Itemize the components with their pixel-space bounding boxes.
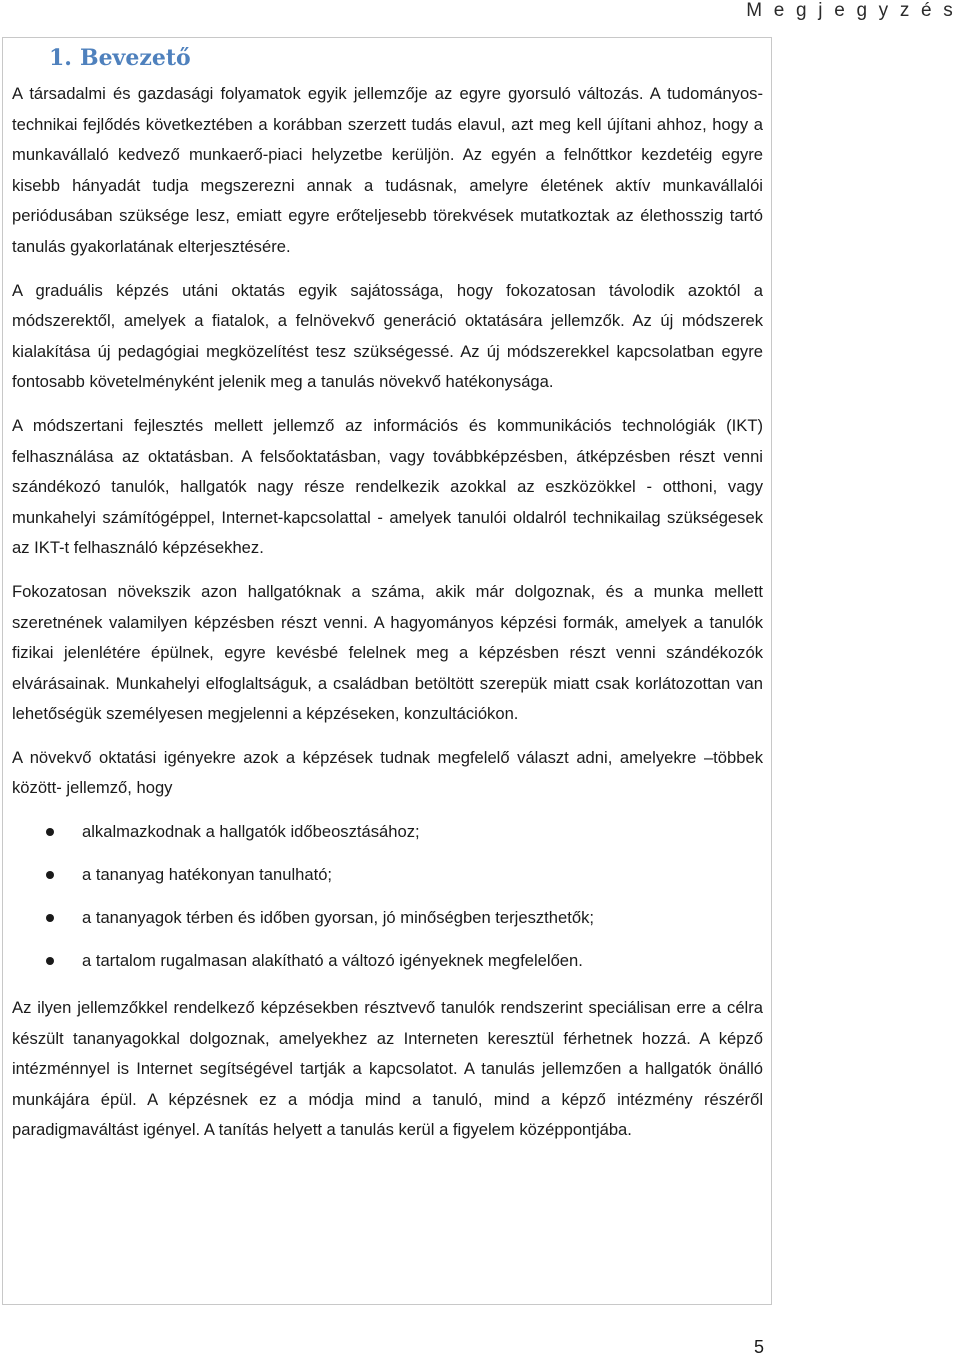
list-item — [12, 950, 763, 972]
paragraph-working-students: Fokozatosan növekszik azon hallgatóknak a száma, akik már dolgoznak, és a munka mellett szeretnének valamilyen képzésben részt venni. A hagyományos képzési formák, amelyek a tanulók fizikai jelenlétére épülnek, egyre kevésbé felelnek meg a képzésben részt venni szándékozók elvárásainak. Munkahelyi elfoglaltságuk, a családban betöltött szerepük miatt csak korlátozottan van lehetőségük személyesen megjelenni a képzéseken, konzultációkon. — [12, 581, 763, 724]
margin-notes-label: M e g j e g y z é s — [746, 0, 956, 21]
section-heading — [49, 43, 763, 73]
paragraph-methodology-ict: A módszertani fejlesztés mellett jellemző az információs és kommunikációs technológiák (IKT) felhasználása az oktatásban. A felsőoktatásban, vagy továbbképzésben, átképzésben részt venni szándékozó tanulók, hallgatók nagy része rendelkezik azokkal az eszközökkel - otthoni, vagy munkahelyi számítógéppel, Internet-kapcsolattal - amelyek tanulói oldalról technikailag szükségesek az IKT-t felhasználó képzésekhez. — [12, 415, 763, 558]
bullet-icon — [46, 914, 54, 922]
bullet-icon — [46, 957, 54, 965]
list-item-text: a tananyag hatékonyan tanulható; — [82, 865, 333, 885]
list-item-text: alkalmazkodnak a hallgatók időbeosztásához; — [82, 822, 420, 842]
paragraph-intro: A társadalmi és gazdasági folyamatok egyik jellemzője az egyre gyorsuló változás. A tudományos-technikai fejlődés következtében a korábban szerzett tudás elavul, azt meg kell újítani ahhoz, hogy a munkavállaló kedvező munkaerő-piaci helyzetbe kerüljön. Az egyén a felnőttkor kezdetéig egyre kisebb hányadát tudja megszerezni annak a tudásnak, amelyre életének aktív munkavállalói periódusában szüksége lesz, emiatt egyre erőteljesebb törekvések mutatkoztak az élethosszig tartó tanulás gyakorlatának elterjesztésére. — [12, 84, 763, 256]
list-item — [12, 864, 763, 886]
list-item-text: a tananyagok térben és időben gyorsan, jó minőségben terjeszthetők; — [82, 908, 594, 928]
bullet-icon — [46, 828, 54, 836]
paragraph-closing: Az ilyen jellemzőkkel rendelkező képzésekben résztvevő tanulók rendszerint speciálisan erre a célra készült tananyagokkal dolgoznak, amelyekhez az Interneten keresztül férhetnek hozzá. A képző intézménnyel is Internet segítségével tartják a kapcsolatot. A tanulás jellemzően a hallgatók önálló munkájára épül. A képzésnek ez a módja mind a tanuló, mind a képző intézmény részéről paradigmaváltást igényel. A tanítás helyett a tanulás kerül a figyelem középpontjába. — [12, 998, 763, 1140]
requirements-list — [12, 821, 763, 972]
section-title: Bevezető — [79, 45, 191, 71]
main-text-frame — [2, 37, 772, 1305]
list-item-text: a tartalom rugalmasan alakítható a változó igényeknek megfelelően. — [82, 951, 583, 971]
list-item — [12, 821, 763, 843]
paragraph-requirements-intro: A növekvő oktatási igényekre azok a képzések tudnak megfelelő választ adni, amelyekre –többek között- jellemző, hogy — [12, 747, 763, 798]
section-number: 1. — [49, 45, 72, 71]
bullet-icon — [46, 871, 54, 879]
page-number: 5 — [754, 1337, 765, 1357]
paragraph-graduate-education: A graduális képzés utáni oktatás egyik sajátossága, hogy fokozatosan távolodik azoktól a módszerektől, amelyek a fiatalok, a felnövekvő generáció oktatására jellemzők. Az új módszerek kialakítása új pedagógiai megközelítést tesz szükségessé. Az új módszerekkel kapcsolatban egyre fontosabb követelményként jelenik meg a tanulás növekvő hatékonysága. — [12, 280, 763, 392]
list-item — [12, 907, 763, 929]
